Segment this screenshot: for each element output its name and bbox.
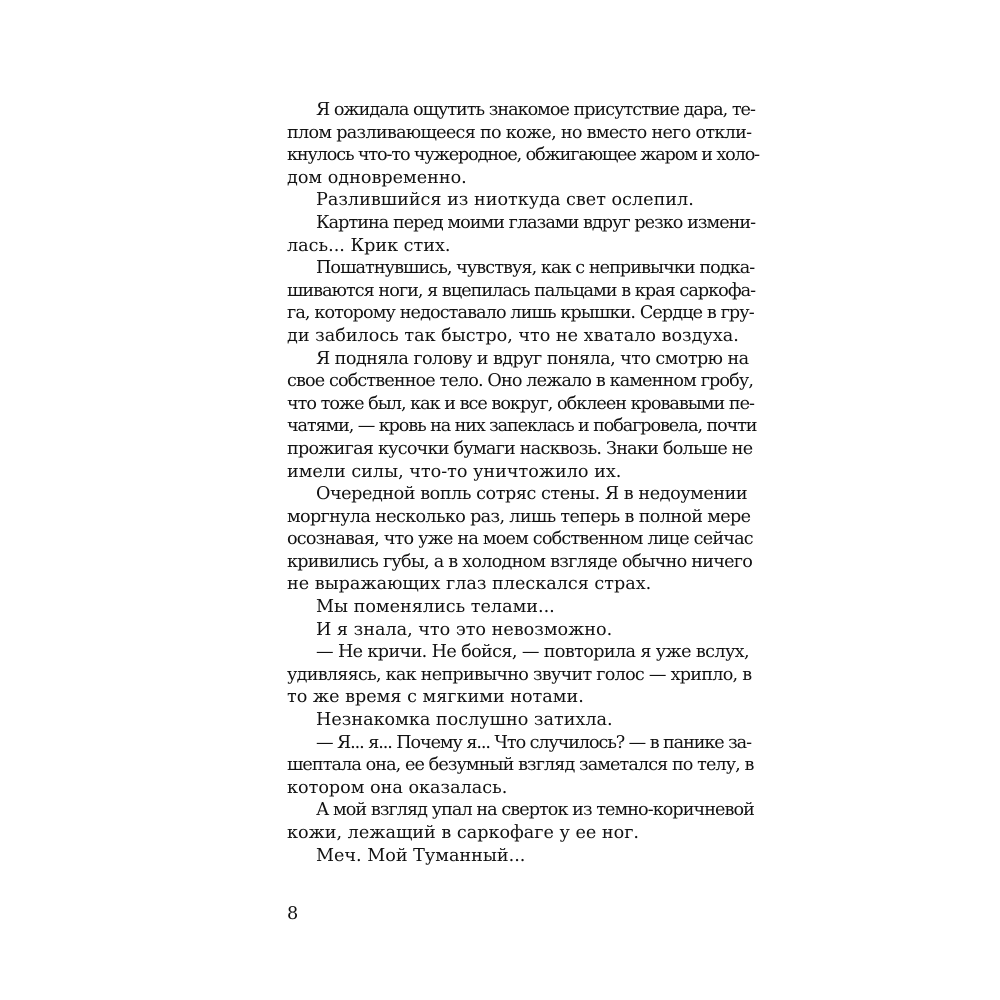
text-line: ди забилось так быстро, что не хватало воздуха. [287,325,739,346]
text-line: Очередной вопль сотряс стены. Я в недоумении [316,484,748,505]
text-line: удивляясь, как непривычно звучит голос — хрипло, в [287,664,752,685]
text-line: кнулось что-то чужеродное, обжигающее жаром и холо- [287,145,759,166]
text-line: осознавая, что уже на моем собственном лице сейчас [287,529,753,550]
text-line: шептала она, ее безумный взгляд заметался по телу, в [287,755,754,776]
text-line: моргнула несколько раз, лишь теперь в полной мере [287,506,751,527]
text-line: не выражающих глаз плескался страх. [287,574,652,595]
text-line: чатями, — кровь на них запеклась и побагровела, почти [287,416,757,437]
text-line: шиваются ноги, я вцепилась пальцами в края саркофа- [287,280,756,301]
text-line: прожигая кусочки бумаги насквозь. Знаки больше не [287,438,753,459]
body-text [287,99,759,867]
page-number: 8 [287,904,299,924]
text-line: кривились губы, а в холодном взгляде обычно ничего [287,551,753,572]
text-line: Меч. Мой Туманный... [316,845,526,866]
text-line: га, которому недоставало лишь крышки. Сердце в гру- [287,303,754,324]
text-line: имели силы, что-то уничтожило их. [287,461,622,482]
text-line: — Я... я... Почему я... Что случилось? — в панике за- [316,732,751,753]
text-line: дом одновременно. [287,167,467,188]
text-line: то же время с мягкими нотами. [287,687,584,708]
text-line: Пошатнувшись, чувствуя, как с непривычки подка- [316,258,755,279]
text-line: Мы поменялись телами... [316,597,555,618]
text-line: Я ожидала ощутить знакомое присутствие дара, те- [316,100,755,120]
text-line: Незнакомка послушно затихла. [316,710,613,731]
text-line: что тоже был, как и все вокруг, обклеен кровавыми пе- [287,393,754,414]
text-line: лась... Крик стих. [287,235,451,256]
text-line: А мой взгляд упал на сверток из темно-коричневой [316,800,754,821]
text-line: плом разливающееся по коже, но вместо него откли- [287,122,752,143]
text-line: Картина перед моими глазами вдруг резко измени- [316,212,756,233]
text-line: — Не кричи. Не бойся, — повторила я уже вслух, [316,642,749,663]
text-line: котором она оказалась. [287,777,508,798]
text-line: И я знала, что это невозможно. [316,619,613,640]
text-line: кожи, лежащий в саркофаге у ее ног. [287,823,640,843]
text-line: Я подняла голову и вдруг поняла, что смотрю на [316,348,749,369]
text-line: Разлившийся из ниоткуда свет ослепил. [316,190,694,211]
text-line: свое собственное тело. Оно лежало в каменном гробу, [287,371,754,392]
